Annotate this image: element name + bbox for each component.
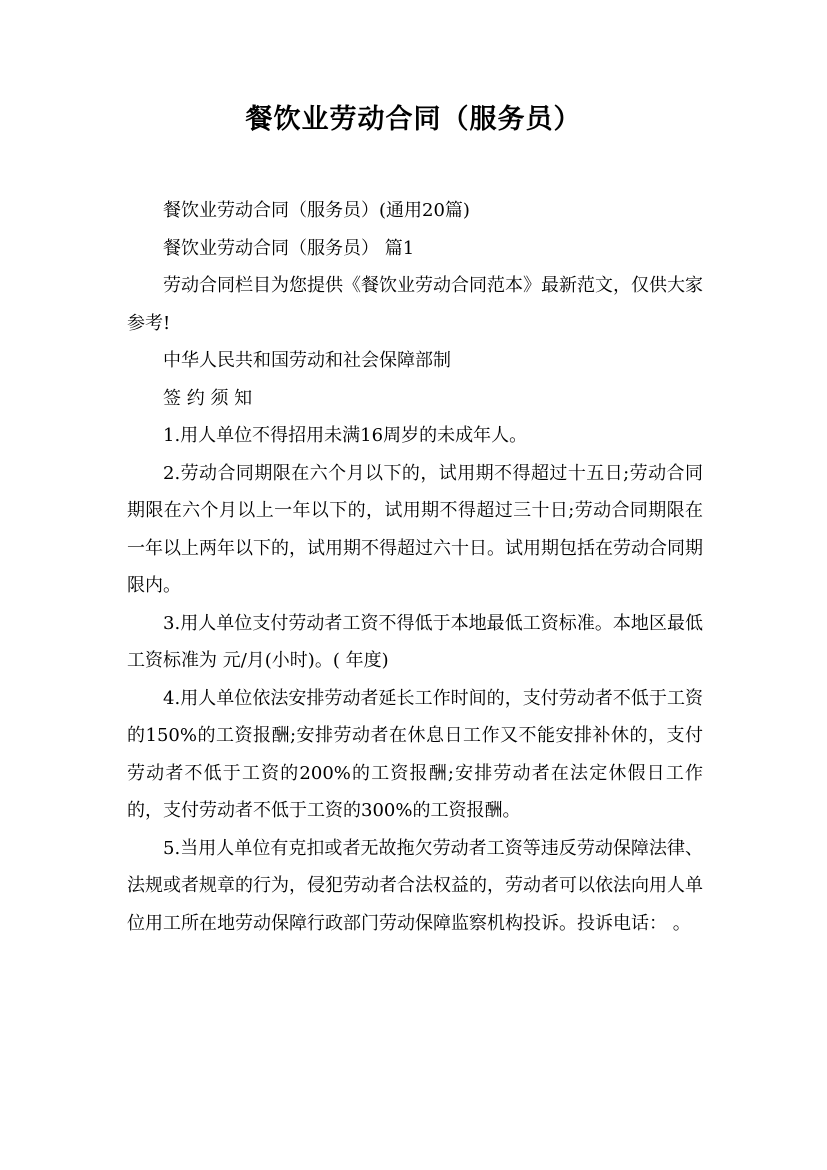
issuer-line: 中华人民共和国劳动和社会保障部制 <box>163 350 451 371</box>
intro-paragraph: 劳动合同栏目为您提供《餐饮业劳动合同范本》最新范文，仅供大家参考! <box>127 275 703 334</box>
notice-item-3: 3.用人单位支付劳动者工资不得低于本地最低工资标准。本地区最低工资标准为 元/月(小时)。( 年度) <box>127 612 703 671</box>
notice-heading: 签 约 须 知 <box>163 387 253 409</box>
subtitle-paragraph: 餐饮业劳动合同（服务员）(通用20篇) <box>163 200 470 221</box>
notice-item-1: 1.用人单位不得招用未满16周岁的未成年人。 <box>163 425 528 446</box>
document-title: 餐饮业劳动合同（服务员） <box>245 104 582 135</box>
document-body <box>127 192 703 942</box>
notice-item-2: 2.劳动合同期限在六个月以下的，试用期不得超过十五日;劳动合同期限在六个月以上一年以下的，试用期不得超过三十日;劳动合同期限在一年以上两年以下的，试用期不得超过六十日。试用期包括在劳动合同期限内。 <box>127 462 703 596</box>
section-heading: 餐饮业劳动合同（服务员） 篇1 <box>163 237 415 259</box>
notice-item-5: 5.当用人单位有克扣或者无故拖欠劳动者工资等违反劳动保障法律、法规或者规章的行为，侵犯劳动者合法权益的，劳动者可以依法向用人单位用工所在地劳动保障行政部门劳动保障监察机构投诉。投诉电话： 。 <box>127 837 703 934</box>
notice-item-4: 4.用人单位依法安排劳动者延长工作时间的，支付劳动者不低于工资的150%的工资报酬;安排劳动者在休息日工作又不能安排补休的，支付劳动者不低于工资的200%的工资报酬;安排劳动者在法定休假日工作的，支付劳动者不低于工资的300%的工资报酬。 <box>127 687 703 821</box>
